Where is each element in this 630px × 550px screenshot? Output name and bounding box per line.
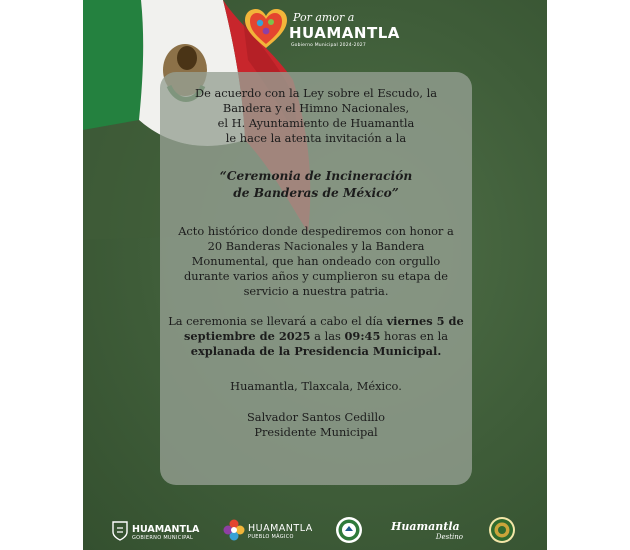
event-details bbox=[160, 314, 472, 359]
invitation-card bbox=[160, 72, 472, 485]
intro-line: De acuerdo con la Ley sobre el Escudo, la bbox=[194, 86, 438, 100]
municipal-shield-icon bbox=[111, 521, 129, 541]
ceremony-title-line: “Ceremonia de Incineración bbox=[219, 169, 413, 183]
footer-logo-destino bbox=[391, 515, 467, 549]
description-line: Acto histórico donde despediremos con honor a bbox=[178, 224, 454, 238]
footer-logo4-sub: Destino bbox=[435, 533, 463, 541]
intro-line: el H. Ayuntamiento de Huamantla bbox=[217, 116, 415, 130]
footer-logo1-main: HUAMANTLA bbox=[132, 524, 200, 535]
description-line: durante varios años y cumplieron su etapa de bbox=[183, 269, 449, 283]
footer-logo4-main: Huamantla bbox=[391, 520, 460, 533]
footer-logo-round bbox=[488, 515, 518, 549]
pueblo-magico-flower-icon bbox=[223, 519, 245, 541]
event-time: 09:45 bbox=[344, 329, 381, 343]
event-line bbox=[160, 344, 472, 359]
ceremony-title-line: de Banderas de México” bbox=[233, 186, 399, 200]
event-text: a las bbox=[310, 329, 345, 343]
event-date-month: septiembre de 2025 bbox=[183, 329, 311, 343]
footer-logo2-main: HUAMANTLA bbox=[248, 523, 313, 534]
intro-line: Bandera y el Himno Nacionales, bbox=[222, 101, 410, 115]
description-line: 20 Banderas Nacionales y la Bandera bbox=[207, 239, 425, 253]
description-line: Monumental, que han ondeado con orgullo bbox=[191, 254, 441, 268]
seal-emblem-icon bbox=[335, 516, 363, 544]
event-venue: explanada de la Presidencia Municipal. bbox=[190, 344, 442, 358]
location-text: Huamantla, Tlaxcala, México. bbox=[230, 379, 402, 393]
event-line bbox=[160, 329, 472, 344]
round-emblem-icon bbox=[488, 516, 516, 544]
event-text: La ceremonia se llevará a cabo el día bbox=[168, 314, 387, 328]
description-text bbox=[160, 224, 472, 299]
intro-text bbox=[160, 86, 472, 146]
event-text: horas en la bbox=[380, 329, 449, 343]
footer-logos bbox=[83, 515, 547, 549]
signatory-name: Salvador Santos Cedillo bbox=[246, 410, 386, 424]
ceremony-title bbox=[160, 168, 472, 202]
invitation-poster bbox=[83, 0, 547, 550]
description-line: servicio a nuestra patria. bbox=[243, 284, 389, 298]
brand-subline: Gobierno Municipal 2024-2027 bbox=[291, 43, 366, 48]
footer-logo-gobierno bbox=[111, 515, 203, 549]
brand-tagline: Por amor a bbox=[293, 11, 355, 24]
intro-line: le hace la atenta invitación a la bbox=[225, 131, 407, 145]
footer-logo2-sub: PUEBLO MÁGICO bbox=[248, 534, 294, 540]
footer-logo-seal bbox=[335, 515, 365, 549]
event-line bbox=[160, 314, 472, 329]
event-date-day: viernes 5 de bbox=[386, 314, 464, 328]
brand-name: HUAMANTLA bbox=[289, 24, 400, 42]
footer-logo1-sub: GOBIERNO MUNICIPAL bbox=[132, 535, 194, 541]
signatory-title: Presidente Municipal bbox=[254, 425, 378, 439]
heart-logo-icon bbox=[243, 8, 289, 50]
header-logo bbox=[243, 8, 403, 52]
footer-logo-pueblo-magico bbox=[223, 515, 313, 549]
